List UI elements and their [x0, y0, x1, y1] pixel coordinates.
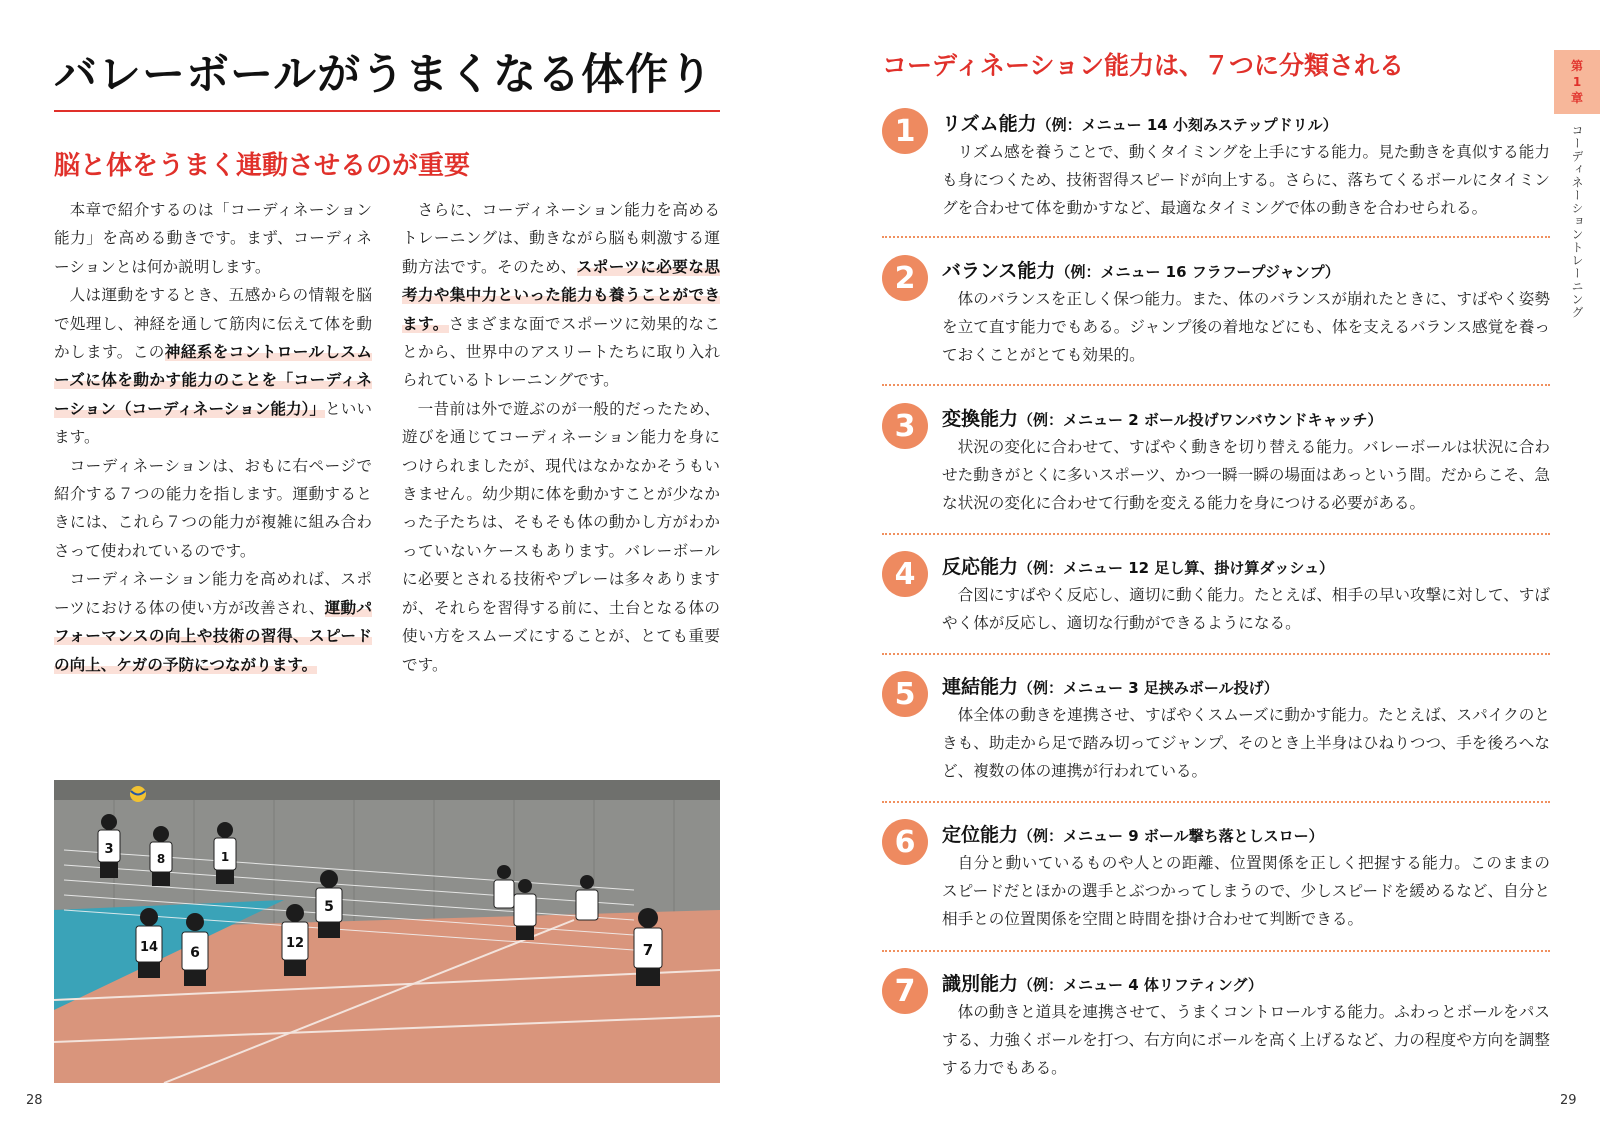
ability-example: （例：メニュー 2 ボール投げワンバウンドキャッチ）: [1018, 411, 1383, 429]
chapter-tab-text: 第: [1570, 59, 1583, 73]
paragraph: 一昔前は外で遊ぶのが一般的だったため、遊びを通じてコーディネーション能力を身につけられましたが、現代はなかなかそうもいきません。幼少期に体を動かすことが少なかった子たちは、そもそも体の動かし方がわかっていないケースもあります。バレーボールに必要とされる技術やプレーは多々ありますが、それらを習得する前に、土台となる体の使い方をスムーズにすることが、とても重要です。: [402, 399, 720, 674]
text-run: といいます。: [54, 399, 372, 447]
ability-example: （例：メニュー 9 ボール撃ち落としスロー）: [1018, 827, 1324, 845]
ability-name: バランス能力: [942, 260, 1056, 282]
ability-description: 体全体の動きを連携させ、すばやくスムーズに動かす能力。たとえば、スパイクのときも、助走から足で踏み切ってジャンプ、そのとき上半身はひねりつつ、手を後ろへなど、複数の体の連携が行われている。: [942, 706, 1550, 781]
ability-description: 体のバランスを正しく保つ能力。また、体のバランスが崩れたときに、すばやく姿勢を立て直す能力でもある。ジャンプ後の着地などにも、体を支えるバランス感覚を養っておくことがとても効果的。: [942, 290, 1550, 365]
highlighted-text: 運動パフォーマンスの向上や技術の習得、スピードの向上、ケガの予防につながります。: [54, 598, 372, 674]
dotted-divider: [882, 801, 1550, 803]
jersey-number: 7: [642, 941, 654, 959]
chapter-tab-text: 章: [1570, 91, 1583, 105]
ability-example: （例：メニュー 14 小刻みステップドリル）: [1036, 116, 1338, 134]
highlighted-text: 神経系をコントロールしスムーズに体を動かす能力のことを「コーディネーション（コーディネーション能力）」: [54, 343, 372, 418]
ability-name: 変換能力: [942, 408, 1019, 430]
ability-example: （例：メニュー 12 足し算、掛け算ダッシュ）: [1018, 559, 1335, 577]
ability-heading: [942, 110, 1338, 139]
number-badge: 6: [882, 819, 928, 865]
page-title: バレーボールがうまくなる体作り: [54, 50, 714, 100]
ability-description: 状況の変化に合わせて、すばやく動きを切り替える能力。バレーボールは状況に合わせた動きがとくに多いスポーツ、かつ一瞬一瞬の場面はあっという間。だからこそ、急な状況の変化に合わせて行動を変える能力を身につける必要がある。: [942, 438, 1550, 513]
chapter-tab-number: 1: [1572, 75, 1582, 89]
ability-name: 定位能力: [942, 824, 1019, 846]
paragraph: 本章で紹介するのは「コーディネーション能力」を高める動きです。まず、コーディネーションとは何か説明します。: [54, 201, 372, 276]
paragraph: コーディネーションは、おもに右ページで紹介する７つの能力を指します。運動するときには、これら７つの能力が複雑に組み合わさって使われているのです。: [54, 456, 372, 560]
ability-example: （例：メニュー 4 体リフティング）: [1018, 976, 1263, 994]
ability-description: 体の動きと道具を連携させて、うまくコントロールする能力。ふわっとボールをパスする、力強くボールを打つ、右方向にボールを高く上げるなど、力の程度や方向を調整する力でもある。: [942, 1003, 1550, 1078]
number-badge: 3: [882, 403, 928, 449]
dotted-divider: [882, 533, 1550, 535]
ability-description: 合図にすばやく反応し、適切に動く能力。たとえば、相手の早い攻撃に対して、すばやく体が反応し、適切な行動ができるようになる。: [942, 586, 1550, 633]
text-run: さらに、コーディネーション能力を高めるトレーニングは、動きながら脳も刺激する運動方法です。そのため、: [402, 201, 720, 276]
ability-example: （例：メニュー 3 足挟みボール投げ）: [1018, 679, 1279, 697]
section-heading: 脳と体をうまく連動させるのが重要: [54, 151, 471, 181]
number-badge: 2: [882, 255, 928, 301]
dotted-divider: [882, 384, 1550, 386]
jersey-number: 12: [285, 936, 305, 951]
section-heading: コーディネーション能力は、７つに分類される: [882, 51, 1405, 80]
jersey-number: 1: [220, 850, 230, 864]
jersey-number: 6: [190, 945, 200, 961]
text-run: 人は運動をするとき、五感からの情報を脳で処理し、神経を通して筋肉に伝えて体を動かします。この: [54, 286, 372, 362]
number-badge: 4: [882, 551, 928, 597]
number-badge: 5: [882, 671, 928, 717]
text-run: さまざまな面でスポーツに効果的なことから、世界中のアスリートたちに取り入れられているトレーニングです。: [402, 314, 720, 390]
ability-heading: [942, 970, 1263, 999]
ability-name: 反応能力: [942, 556, 1019, 578]
chapter-name: コーディネーショントレーニング: [1570, 124, 1584, 319]
ability-name: 連結能力: [942, 676, 1019, 698]
dotted-divider: [882, 950, 1550, 952]
chapter-tab: [1554, 50, 1600, 114]
ability-heading: [942, 673, 1279, 702]
ability-heading: [942, 553, 1334, 582]
dotted-divider: [882, 653, 1550, 655]
page-number: 28: [26, 1093, 43, 1108]
highlighted-text: スポーツに必要な思考力や集中力といった能力も養うことができます。: [402, 257, 720, 333]
ability-heading: [942, 405, 1383, 434]
jersey-number: 14: [139, 940, 159, 955]
page-number: 29: [1560, 1093, 1577, 1108]
jersey-number: 5: [324, 899, 334, 915]
ability-description: リズム感を養うことで、動くタイミングを上手にする能力。見た動きを真似する能力も身につくため、技術習得スピードが向上する。さらに、落ちてくるボールにタイミングを合わせて体を動かすなど、最適なタイミングで体の動きを合わせられる。: [942, 143, 1550, 218]
dotted-divider: [882, 236, 1550, 238]
number-badge: 1: [882, 108, 928, 154]
ability-example: （例：メニュー 16 フラフープジャンプ）: [1055, 263, 1340, 281]
ability-name: リズム能力: [942, 113, 1037, 135]
ability-heading: [942, 821, 1324, 850]
ability-description: 自分と動いているものや人との距離、位置関係を正しく把握する能力。このままのスピードだとほかの選手とぶつかってしまうので、少しスピードを緩めるなど、自分と相手との位置関係を空間と時間を掛け合わせて判断できる。: [942, 854, 1550, 929]
jersey-number: 3: [104, 842, 114, 857]
text-run: コーディネーション能力を高めれば、スポーツにおける体の使い方が改善され、: [54, 570, 372, 617]
number-badge: 7: [882, 968, 928, 1014]
jersey-number: 8: [156, 852, 166, 866]
ability-heading: [942, 257, 1340, 286]
ability-name: 識別能力: [942, 973, 1019, 995]
